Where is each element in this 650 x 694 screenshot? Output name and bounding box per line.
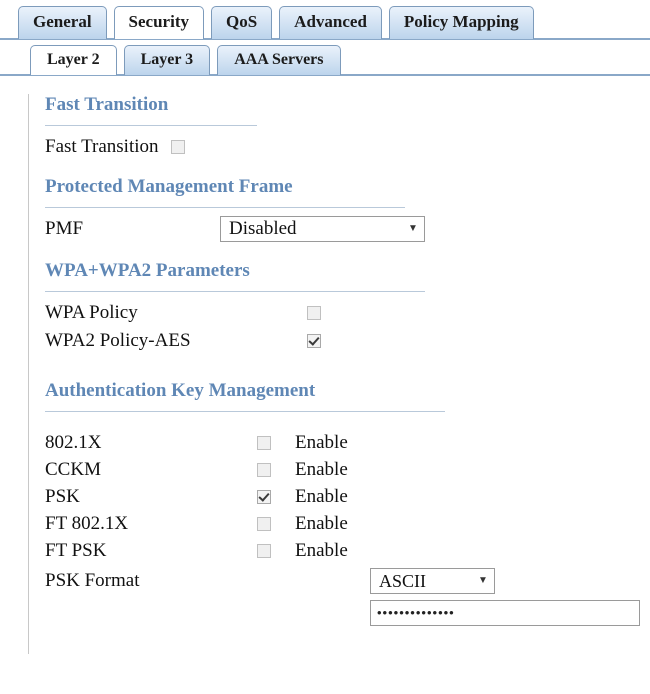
fast-transition-checkbox[interactable] <box>171 140 185 154</box>
akm-row-psk <box>45 484 650 510</box>
wpa-divider <box>45 291 425 292</box>
subtab-layer-3[interactable]: Layer 3 <box>124 45 211 75</box>
akm-psk-checkbox[interactable] <box>257 490 271 504</box>
chevron-down-icon: ▼ <box>408 223 418 234</box>
panel-content <box>28 94 650 654</box>
akm-ft-psk-checkbox[interactable] <box>257 544 271 558</box>
akm-ft-8021x-label: FT 802.1X <box>45 513 129 534</box>
wpa-policy-row <box>45 300 650 326</box>
wpa-policy-label: WPA Policy <box>45 302 138 323</box>
akm-8021x-label: 802.1X <box>45 432 102 453</box>
wpa2-policy-aes-row <box>45 328 650 354</box>
pmf-select-value: Disabled <box>229 218 297 239</box>
pmf-select[interactable] <box>220 216 425 242</box>
akm-ft-psk-enable-label: Enable <box>295 540 348 561</box>
akm-ft-psk-label: FT PSK <box>45 540 107 561</box>
psk-format-select-value: ASCII <box>379 571 427 591</box>
akm-ft-8021x-checkbox[interactable] <box>257 517 271 531</box>
pmf-divider <box>45 207 405 208</box>
pmf-row <box>45 216 650 242</box>
akm-cckm-label: CCKM <box>45 459 101 480</box>
pmf-label: PMF <box>45 218 84 239</box>
wpa-policy-checkbox[interactable] <box>307 306 321 320</box>
psk-format-label: PSK Format <box>45 570 140 591</box>
akm-row-ft-psk <box>45 538 650 564</box>
akm-divider <box>45 411 445 412</box>
subtab-aaa-servers[interactable]: AAA Servers <box>217 45 340 75</box>
tab-general[interactable]: General <box>18 6 107 39</box>
tab-advanced[interactable]: Advanced <box>279 6 382 39</box>
akm-row-8021x <box>45 430 650 456</box>
akm-cckm-enable-label: Enable <box>295 459 348 480</box>
wpa2-policy-aes-label: WPA2 Policy-AES <box>45 330 191 351</box>
akm-heading: Authentication Key Management <box>45 380 316 401</box>
secondary-tabstrip <box>0 40 650 76</box>
akm-row-ft-8021x <box>45 511 650 537</box>
akm-psk-enable-label: Enable <box>295 486 348 507</box>
psk-format-select[interactable] <box>370 568 495 594</box>
wpa2-policy-aes-checkbox[interactable] <box>307 334 321 348</box>
akm-cckm-checkbox[interactable] <box>257 463 271 477</box>
pmf-heading: Protected Management Frame <box>45 176 293 197</box>
tab-policy-mapping[interactable]: Policy Mapping <box>389 6 534 39</box>
subtab-layer-2[interactable]: Layer 2 <box>30 45 117 75</box>
akm-psk-label: PSK <box>45 486 80 507</box>
akm-row-cckm <box>45 457 650 483</box>
akm-8021x-enable-label: Enable <box>295 432 348 453</box>
tab-security[interactable]: Security <box>114 6 204 39</box>
fast-transition-heading: Fast Transition <box>45 94 169 115</box>
fast-transition-label: Fast Transition <box>45 136 159 157</box>
chevron-down-icon: ▼ <box>478 575 488 586</box>
primary-tabstrip <box>0 0 650 40</box>
psk-value-input[interactable]: •••••••••••••• <box>370 600 640 626</box>
akm-8021x-checkbox[interactable] <box>257 436 271 450</box>
akm-ft-8021x-enable-label: Enable <box>295 513 348 534</box>
security-layer2-panel <box>0 76 650 654</box>
fast-transition-divider <box>45 125 257 126</box>
fast-transition-row <box>45 134 650 160</box>
psk-format-row <box>45 568 650 594</box>
wpa-heading: WPA+WPA2 Parameters <box>45 260 250 281</box>
psk-value-row <box>45 600 650 626</box>
tab-qos[interactable]: QoS <box>211 6 272 39</box>
